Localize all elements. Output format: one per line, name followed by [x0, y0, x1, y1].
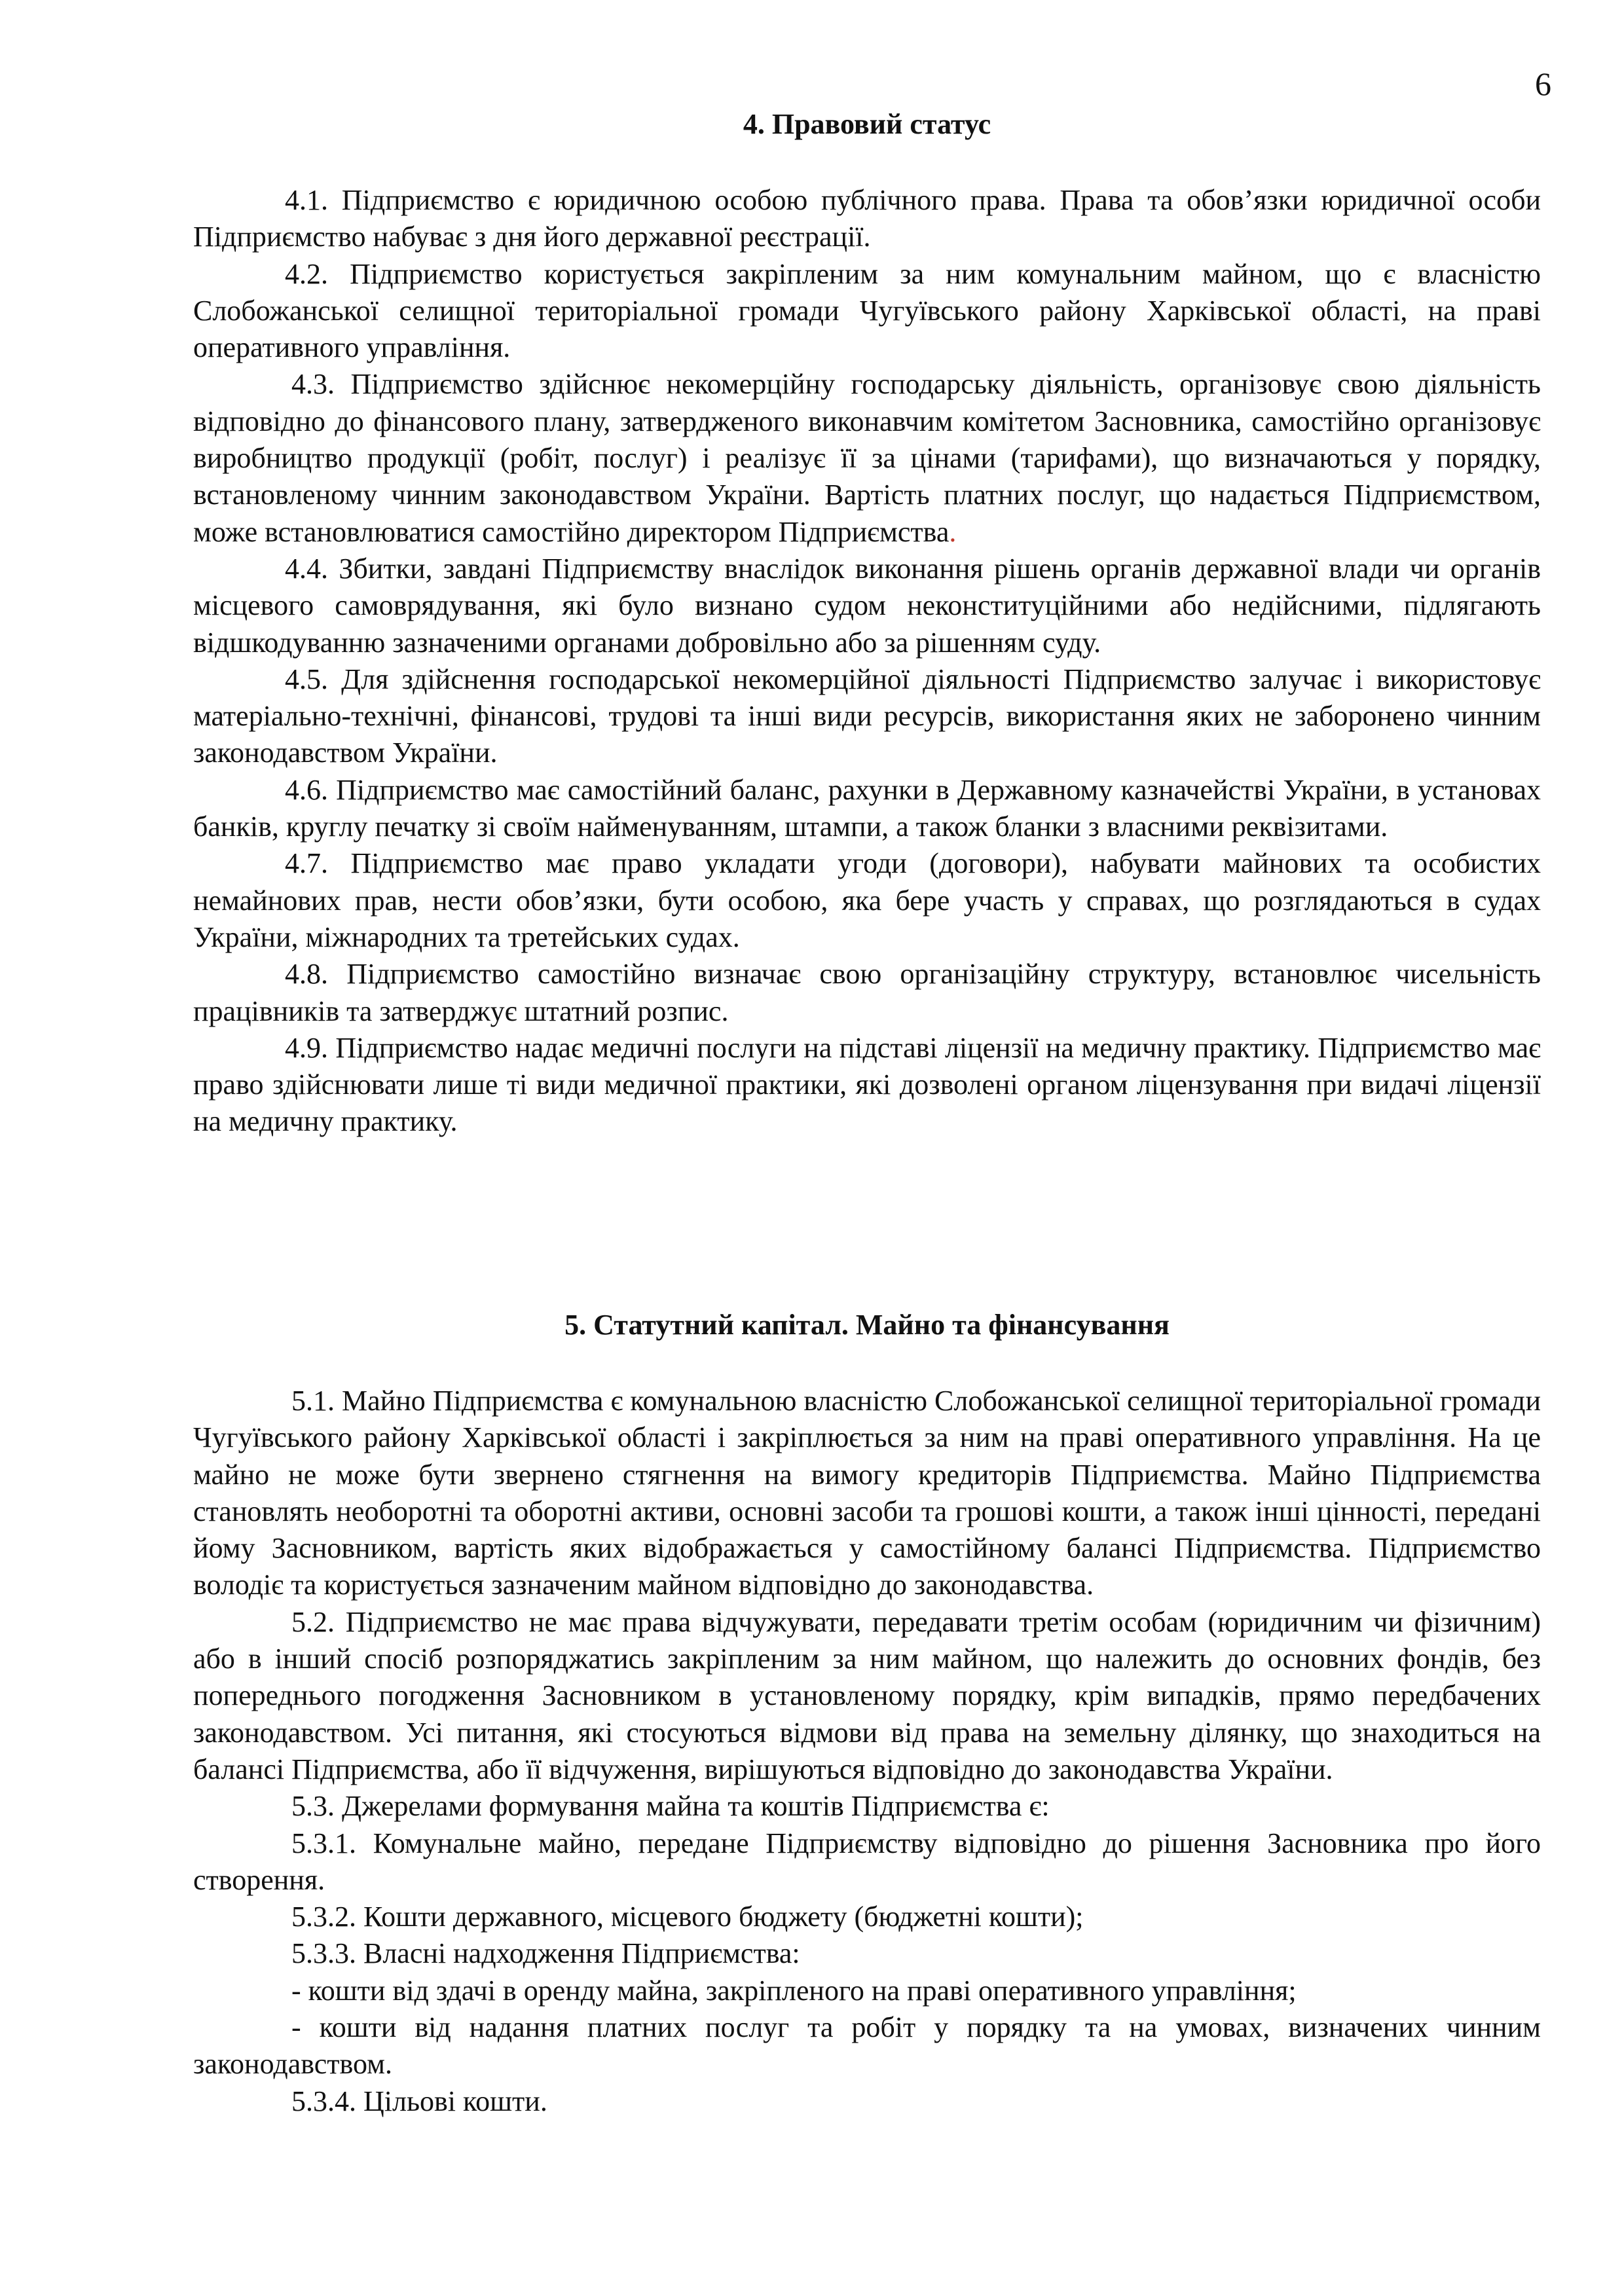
section-5-body	[193, 1383, 1541, 2120]
paragraph-5-3-2: 5.3.2. Кошти державного, місцевого бюджету (бюджетні кошти);	[291, 1901, 1084, 1933]
paragraph-5-2: 5.2. Підприємство не має права відчужувати, передавати третім особам (юридичним чи фізичним) або в інший спосіб розпоряджатись закріпленим за ним майном, що належить до основних фондів, без попереднього погодження Засновником в установленому порядку, крім випадків, прямо передбачених законодавством. Усі питання, які стосуються відмови від права на земельну ділянку, що знаходиться на балансі Підприємства, або її відчуження, вирішуються відповідно до законодавства України.	[193, 1605, 1541, 1785]
paragraph-4-3-end-mark: .	[949, 515, 957, 548]
paragraph-5-3: 5.3. Джерелами формування майна та коштів Підприємства є:	[291, 1790, 1050, 1823]
paragraph-5-1: 5.1. Майно Підприємства є комунальною власністю Слобожанської селищної територіальної громади Чугуївського району Харківської області і закріплюється за ним на праві оперативного управління. На це майно не може бути звернено стягнення на вимогу кредиторів Підприємства. Майно Підприємства становлять необоротні та оборотні активи, основні засоби та грошові кошти, а також інші цінності, передані йому Засновником, вартість яких відображається у самостійному балансі Підприємства. Підприємство володіє та користується зазначеним майном відповідно до законодавства.	[193, 1385, 1541, 1601]
list-item-rent-income: - кошти від здачі в оренду майна, закріпленого на праві оперативного управління;	[291, 1974, 1297, 2007]
paragraph-4-2: 4.2. Підприємство користується закріпленим за ним комунальним майном, що є власністю Слобожанської селищної територіальної громади Чугуївського району Харківської області, на праві оперативного управління.	[193, 257, 1541, 364]
list-item-paid-services-income: - кошти від надання платних послуг та робіт у порядку та на умовах, визначених чинним законодавством.	[193, 2011, 1541, 2081]
section-5-title: 5. Статутний капітал. Майно та фінансування	[564, 1309, 1170, 1341]
paragraph-4-8: 4.8. Підприємство самостійно визначає свою організаційну структуру, встановлює чисельність працівників та затверджує штатний розпис.	[193, 958, 1541, 1027]
section-4-body	[193, 182, 1541, 1140]
paragraph-4-3	[193, 366, 1541, 550]
paragraph-5-3-1: 5.3.1. Комунальне майно, передане Підприємству відповідно до рішення Засновника про його створення.	[193, 1827, 1541, 1896]
paragraph-5-3-4: 5.3.4. Цільові кошти.	[291, 2085, 547, 2117]
paragraph-4-1: 4.1. Підприємство є юридичною особою публічного права. Права та обов’язки юридичної особи Підприємство набуває з дня його державної реєстрації.	[193, 184, 1541, 253]
paragraph-4-5: 4.5. Для здійснення господарської некомерційної діяльності Підприємство залучає і використовує матеріально-технічні, фінансові, трудові та інші види ресурсів, використання яких не заборонено чинним законодавством України.	[193, 663, 1541, 769]
paragraph-4-4: 4.4. Збитки, завдані Підприємству внаслідок виконання рішень органів державної влади чи органів місцевого самоврядування, які було визнано судом неконституційними або недійсними, підлягають відшкодуванню зазначеними органами добровільно або за рішенням суду.	[193, 552, 1541, 659]
section-4-title: 4. Правовий статус	[743, 108, 991, 140]
paragraph-4-3-text: 4.3. Підприємство здійснює некомерційну господарську діяльність, організовує свою діяльність відповідно до фінансового плану, затвердженого виконавчим комітетом Засновника, самостійно організовує виробництво продукції (робіт, послуг) і реалізує її за цінами (тарифами), що визначаються у порядку, встановленому чинним законодавством України. Вартість платних послуг, що надається Підприємством, може встановлюватися самостійно директором Підприємства	[193, 368, 1541, 548]
paragraph-4-7: 4.7. Підприємство має право укладати угоди (договори), набувати майнових та особистих немайнових прав, нести обов’язки, бути особою, яка бере участь у справах, що розглядаються в судах України, міжнародних та третейських судах.	[193, 847, 1541, 953]
paragraph-4-9: 4.9. Підприємство надає медичні послуги на підставі ліцензії на медичну практику. Підприємство має право здійснювати лише ті види медичної практики, які дозволені органом ліцензування при видачі ліцензії на медичну практику.	[193, 1031, 1541, 1138]
paragraph-5-3-3: 5.3.3. Власні надходження Підприємства:	[291, 1937, 800, 1970]
page-number: 6	[1535, 65, 1551, 102]
paragraph-4-6: 4.6. Підприємство має самостійний баланс, рахунки в Державному казначействі України, в установах банків, круглу печатку зі своїм найменуванням, штампи, а також бланки з власними реквізитами.	[193, 773, 1541, 843]
